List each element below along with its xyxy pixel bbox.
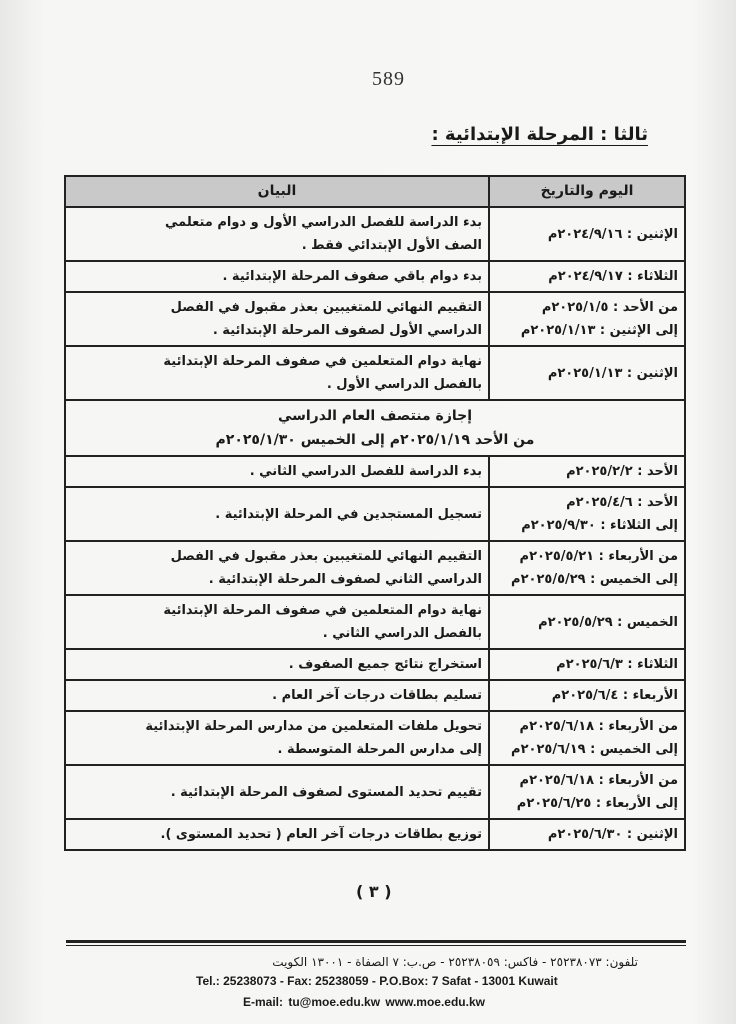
- description-text: توزيع بطاقات درجات آخر العام ( تحديد المستوى ).: [160, 827, 482, 842]
- description-cell: [65, 819, 489, 850]
- day-date-text: إلى الخميس : ٢٠٢٥/٥/٢٩م: [511, 572, 678, 587]
- footer-email-web: E-mail: tu@moe.edu.kw www.moe.edu.kw: [243, 995, 485, 1009]
- day-date-text: إلى الإثنين : ٢٠٢٥/١/١٣م: [520, 323, 678, 338]
- description-cell: [65, 261, 489, 292]
- description-text: استخراج نتائج جميع الصفوف .: [288, 657, 482, 672]
- day-date-text: الثلاثاء : ٢٠٢٤/٩/١٧م: [548, 269, 678, 284]
- description-cell: [65, 292, 489, 346]
- description-text: إلى مدارس المرحلة المتوسطة .: [277, 742, 482, 757]
- description-text: بدء الدراسة للفصل الدراسي الثاني .: [249, 464, 482, 479]
- day-date-cell: [489, 346, 685, 400]
- day-date-cell: [489, 680, 685, 711]
- description-cell: [65, 541, 489, 595]
- day-date-cell: [489, 456, 685, 487]
- page-footer-number: ( ٣ ): [356, 882, 392, 901]
- day-date-cell: [489, 819, 685, 850]
- table-row: [65, 595, 685, 649]
- day-date-text: إلى الخميس : ٢٠٢٥/٦/١٩م: [511, 742, 678, 757]
- footer-divider: [66, 940, 686, 943]
- description-text: الدراسي الأول لصفوف المرحلة الإبتدائية .: [212, 323, 482, 338]
- description-cell: [65, 207, 489, 261]
- table-row: [65, 487, 685, 541]
- day-date-text: الخميس : ٢٠٢٥/٥/٢٩م: [538, 614, 678, 630]
- description-cell: [65, 346, 489, 400]
- day-date-cell: [489, 261, 685, 292]
- description-cell: [65, 595, 489, 649]
- footer-english-contact: Tel.: 25238073 - Fax: 25238059 - P.O.Box: 7 Safat - 13001 Kuwait: [196, 974, 558, 988]
- description-cell: [65, 765, 489, 819]
- day-date-text: من الأربعاء : ٢٠٢٥/٦/١٨م: [519, 773, 678, 788]
- day-date-text: الإثنين : ٢٠٢٥/٦/٣٠م: [547, 827, 678, 842]
- break-cell: [65, 400, 685, 456]
- day-date-text: من الأربعاء : ٢٠٢٥/٥/٢١م: [519, 549, 678, 564]
- section-title: ثالثا : المرحلة الإبتدائية :: [431, 124, 648, 145]
- schedule-body: [65, 207, 685, 850]
- table-row: [65, 456, 685, 487]
- description-cell: [65, 649, 489, 680]
- table-row: [65, 541, 685, 595]
- header-description: البيان: [65, 176, 489, 207]
- day-date-text: من الأربعاء : ٢٠٢٥/٦/١٨م: [519, 719, 678, 734]
- day-date-cell: [489, 711, 685, 765]
- table-row: [65, 292, 685, 346]
- day-date-cell: [489, 595, 685, 649]
- table-row: [65, 680, 685, 711]
- table-row: [65, 819, 685, 850]
- description-cell: [65, 711, 489, 765]
- description-cell: [65, 456, 489, 487]
- day-date-cell: [489, 649, 685, 680]
- description-text: التقييم النهائي للمتغيبين بعذر مقبول في الفصل: [170, 300, 482, 315]
- day-date-text: إلى الثلاثاء : ٢٠٢٥/٩/٣٠م: [521, 518, 678, 533]
- description-text: نهاية دوام المتعلمين في صفوف المرحلة الإبتدائية: [163, 603, 482, 618]
- description-cell: [65, 680, 489, 711]
- day-date-text: الإثنين : ٢٠٢٥/١/١٣م: [547, 365, 678, 381]
- footer-divider-thin: [66, 945, 686, 946]
- description-text: بدء الدراسة للفصل الدراسي الأول و دوام متعلمي: [164, 215, 482, 230]
- footer-arabic-contact: تلفون: ٢٥٢٣٨٠٧٣ - فاكس: ٢٥٢٣٨٠٥٩ - ص.ب: ٧ الصفاة - ١٣٠٠١ الكويت: [272, 955, 638, 969]
- day-date-cell: [489, 541, 685, 595]
- description-text: التقييم النهائي للمتغيبين بعذر مقبول في الفصل: [170, 549, 482, 564]
- day-date-text: الأربعاء : ٢٠٢٥/٦/٤م: [551, 688, 678, 703]
- table-row: [65, 711, 685, 765]
- table-row-break: [65, 400, 685, 456]
- break-line: من الأحد ٢٠٢٥/١/١٩م إلى الخميس ٢٠٢٥/١/٣٠م: [215, 432, 535, 448]
- day-date-cell: [489, 487, 685, 541]
- table-row: [65, 765, 685, 819]
- table-row: [65, 261, 685, 292]
- break-line: إجازة منتصف العام الدراسي: [277, 408, 473, 424]
- day-date-text: الأحد : ٢٠٢٥/٢/٢م: [566, 464, 678, 479]
- description-text: الصف الأول الإبتدائي فقط .: [301, 238, 482, 253]
- header-day-date: اليوم والتاريخ: [489, 176, 685, 207]
- day-date-text: الأحد : ٢٠٢٥/٤/٦م: [566, 495, 678, 510]
- description-text: تسجيل المستجدين في المرحلة الإبتدائية .: [215, 506, 482, 522]
- description-text: الدراسي الثاني لصفوف المرحلة الإبتدائية .: [208, 572, 482, 587]
- description-text: نهاية دوام المتعلمين في صفوف المرحلة الإبتدائية: [163, 354, 482, 369]
- day-date-text: الثلاثاء : ٢٠٢٥/٦/٣م: [556, 657, 678, 672]
- day-date-text: الإثنين : ٢٠٢٤/٩/١٦م: [547, 226, 678, 242]
- table-header-row: [65, 176, 685, 207]
- day-date-text: من الأحد : ٢٠٢٥/١/٥م: [541, 300, 678, 315]
- day-date-cell: [489, 207, 685, 261]
- description-text: تقييم تحديد المستوى لصفوف المرحلة الإبتدائية .: [170, 784, 482, 800]
- day-date-cell: [489, 292, 685, 346]
- description-text: بدء دوام باقي صفوف المرحلة الإبتدائية .: [222, 269, 482, 284]
- description-text: بالفصل الدراسي الثاني .: [322, 626, 482, 641]
- description-text: تسليم بطاقات درجات آخر العام .: [272, 688, 482, 703]
- day-date-cell: [489, 765, 685, 819]
- table-row: [65, 649, 685, 680]
- day-date-text: إلى الأربعاء : ٢٠٢٥/٦/٢٥م: [516, 796, 678, 811]
- table-row: [65, 207, 685, 261]
- page-number: 589: [372, 68, 405, 90]
- schedule-table: [64, 175, 686, 851]
- table-row: [65, 346, 685, 400]
- description-cell: [65, 487, 489, 541]
- description-text: بالفصل الدراسي الأول .: [326, 377, 482, 392]
- description-text: تحويل ملفات المتعلمين من مدارس المرحلة الإبتدائية: [145, 719, 482, 734]
